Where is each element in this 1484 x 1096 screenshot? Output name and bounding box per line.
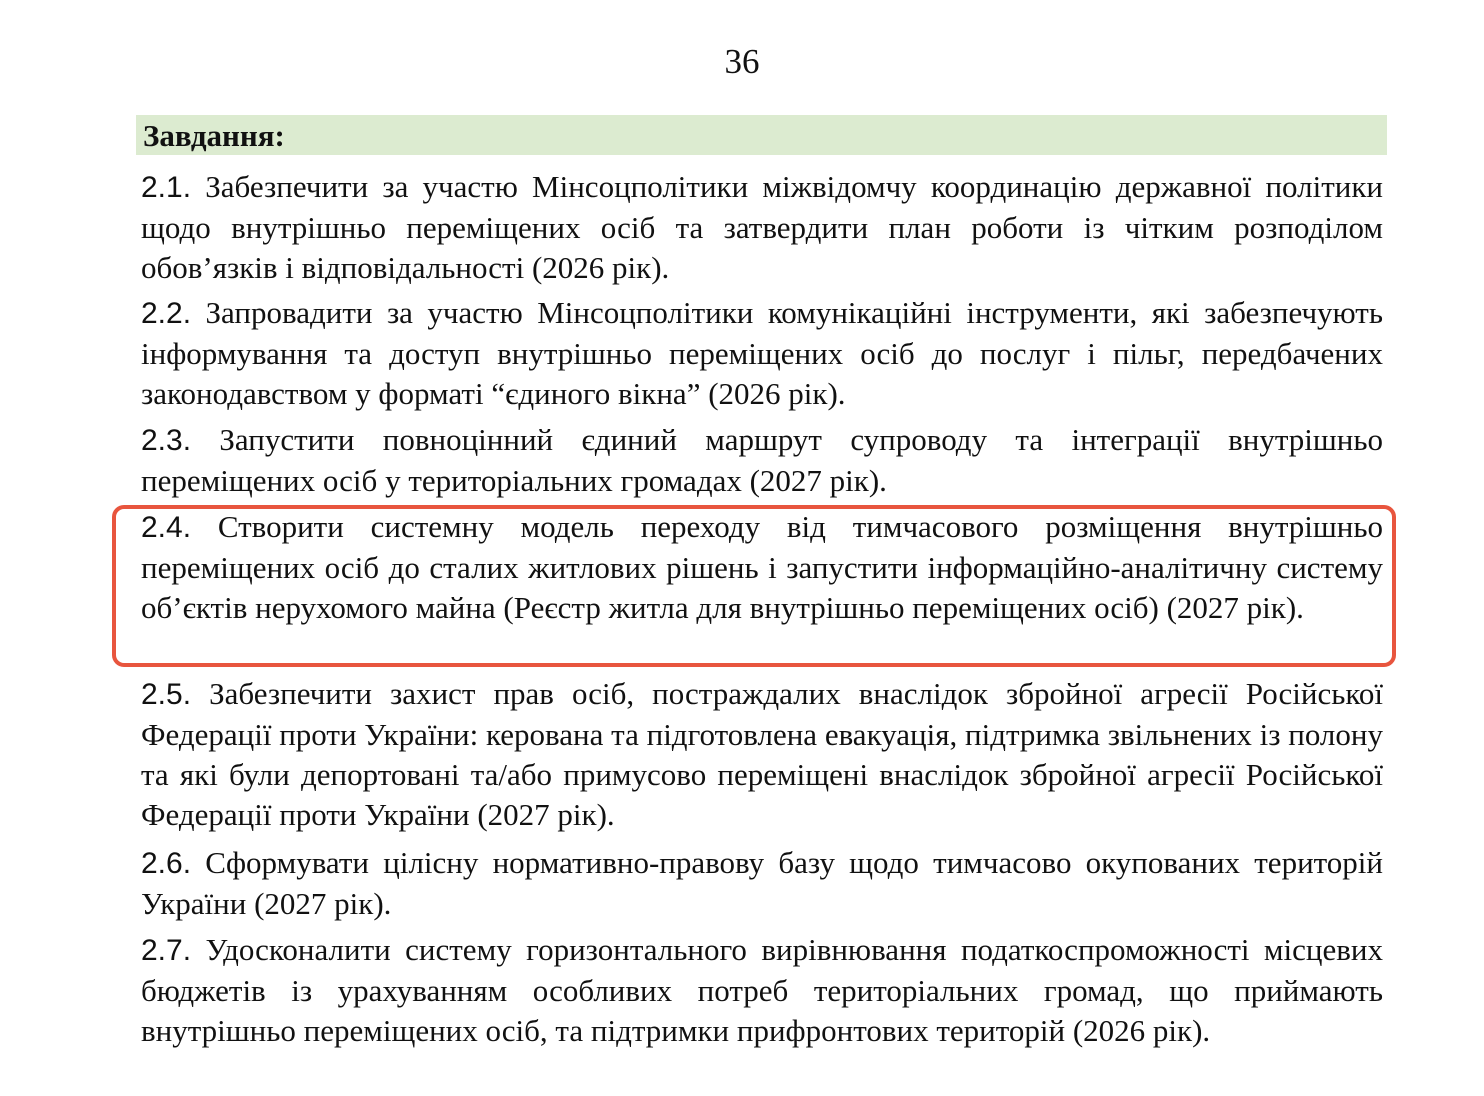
task-text: Сформувати цілісну нормативно-правову базу щодо тимчасово окупованих територій України (2027 рік). — [141, 845, 1383, 921]
task-number: 2.2. — [141, 297, 192, 330]
task-number: 2.5. — [141, 678, 192, 711]
task-text: Запровадити за участю Мінсоцполітики комунікаційні інструменти, які забезпечують інформування та доступ внутрішньо переміщених осіб до послуг і пільг, передбачених законодавством у форматі “єдиного вікна” (2026 рік). — [141, 295, 1383, 411]
page-number: 36 — [724, 42, 760, 81]
task-item — [141, 843, 1383, 924]
task-text: Забезпечити захист прав осіб, постраждалих внаслідок збройної агресії Російської Федерації проти України: керована та підготовлена евакуація, підтримка звільнених із полону та які були депортовані та/або примусово переміщені внаслідок збройної агресії Російської Федерації проти України (2027 рік). — [141, 676, 1383, 832]
task-item — [141, 167, 1383, 288]
task-number: 2.1. — [141, 171, 192, 204]
task-text: Створити системну модель переходу від тимчасового розміщення внутрішньо переміщених осіб до сталих житлових рішень і запустити інформаційно-аналітичну систему об’єктів нерухомого майна (Реєстр житла для внутрішньо переміщених осіб) (2027 рік). — [141, 509, 1383, 625]
task-number: 2.4. — [141, 511, 192, 544]
task-text: Забезпечити за участю Мінсоцполітики міжвідомчу координацію державної політики щодо внутрішньо переміщених осіб та затвердити план роботи із чітким розподілом обов’язків і відповідальності (2026 рік). — [141, 169, 1383, 285]
task-number: 2.6. — [141, 847, 192, 880]
task-item — [141, 293, 1383, 414]
task-number: 2.3. — [141, 424, 192, 457]
task-item-highlighted — [141, 507, 1383, 628]
task-number: 2.7. — [141, 934, 192, 967]
task-text: Удосконалити систему горизонтального вирівнювання податкоспроможності місцевих бюджетів із урахуванням особливих потреб територіальних громад, що приймають внутрішньо переміщених осіб, та підтримки прифронтових територій (2026 рік). — [141, 932, 1383, 1048]
task-item — [141, 420, 1383, 501]
task-text: Запустити повноцінний єдиний маршрут супроводу та інтеграції внутрішньо переміщених осіб у територіальних громадах (2027 рік). — [141, 422, 1383, 498]
task-item — [141, 674, 1383, 835]
task-item — [141, 930, 1383, 1051]
section-heading — [136, 115, 1387, 155]
section-heading-label: Завдання: — [143, 118, 285, 153]
